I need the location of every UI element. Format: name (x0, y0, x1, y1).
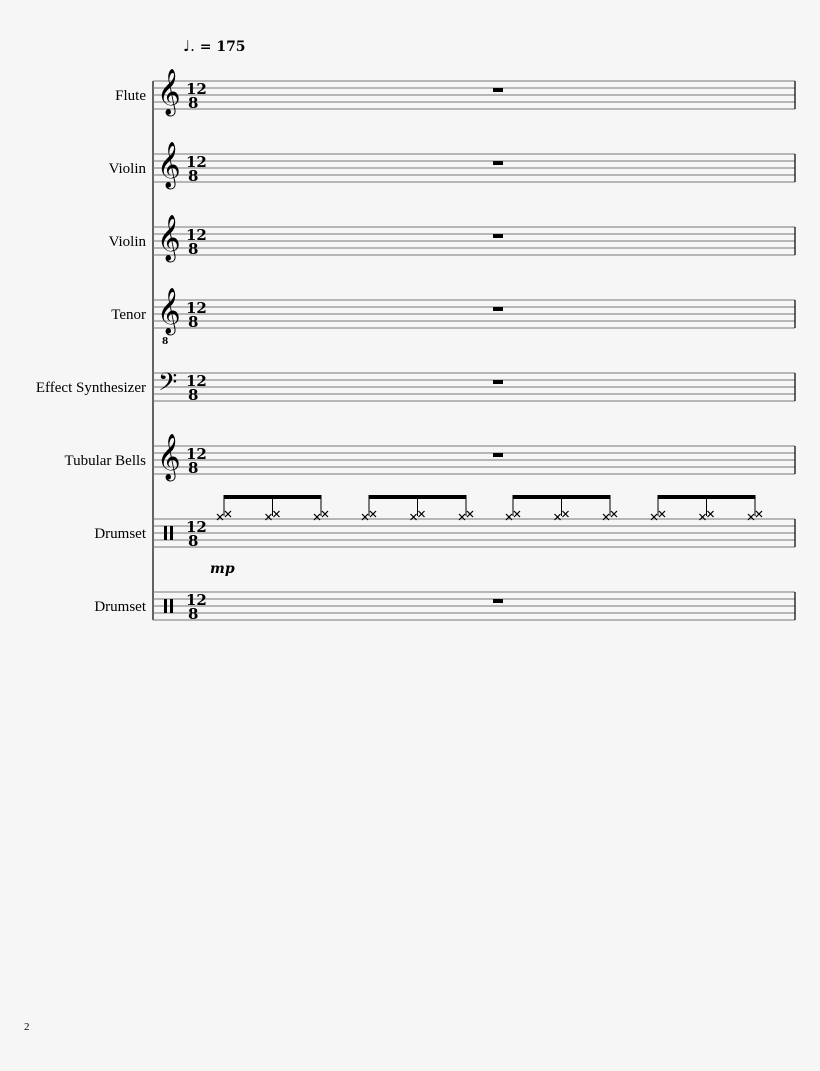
whole-rest (493, 453, 503, 457)
percussion-clef-icon (164, 526, 167, 540)
time-signature-numerator: 12 (186, 591, 207, 609)
staff-7 (153, 495, 795, 550)
time-signature-numerator: 12 (186, 226, 207, 244)
whole-rest (493, 161, 503, 165)
whole-rest (493, 599, 503, 603)
percussion-clef-icon (170, 526, 173, 540)
treble-clef-icon: 𝄞 (157, 142, 181, 188)
whole-rest (493, 307, 503, 311)
time-signature-numerator: 12 (186, 372, 207, 390)
staff-6 (153, 434, 795, 482)
staff-5 (153, 368, 795, 404)
instrument-label-violin-1: Violin (108, 161, 146, 177)
time-signature-denominator: 8 (188, 605, 199, 623)
whole-rest (493, 234, 503, 238)
instrument-label-violin-2: Violin (108, 234, 146, 250)
instrument-label-tenor: Tenor (111, 307, 146, 323)
instrument-label-flute: Flute (115, 88, 146, 104)
instrument-label-tubular-bells: Tubular Bells (64, 453, 146, 469)
whole-rest (493, 88, 503, 92)
instrument-label-drumset-1: Drumset (94, 526, 146, 542)
dynamic-marking: mp (210, 561, 235, 577)
whole-rest (493, 380, 503, 384)
time-signature-denominator: 8 (188, 313, 199, 331)
time-signature-denominator: 8 (188, 532, 199, 550)
octave-mark: 8 (162, 337, 169, 347)
treble-clef-icon: 𝄞 (157, 288, 181, 334)
staff-1 (153, 69, 795, 117)
staff-4 (153, 288, 795, 347)
time-signature-denominator: 8 (188, 240, 199, 258)
time-signature-denominator: 8 (188, 94, 199, 112)
instrument-label-effect-synthesizer: Effect Synthesizer (35, 380, 146, 396)
staff-3 (153, 215, 795, 263)
time-signature-numerator: 12 (186, 299, 207, 317)
time-signature-numerator: 12 (186, 445, 207, 463)
bass-clef-icon: 𝄢 (158, 368, 178, 403)
percussion-clef-icon (170, 599, 173, 613)
time-signature-numerator: 12 (186, 153, 207, 171)
instrument-label-drumset-2: Drumset (94, 599, 146, 615)
time-signature-denominator: 8 (188, 459, 199, 477)
treble-clef-icon: 𝄞 (157, 69, 181, 115)
staff-8 (153, 591, 795, 623)
time-signature-denominator: 8 (188, 386, 199, 404)
treble-clef-icon: 𝄞 (157, 215, 181, 261)
dotted-quarter-note-icon: ♩. (183, 37, 195, 55)
time-signature-numerator: 12 (186, 80, 207, 98)
time-signature-denominator: 8 (188, 167, 199, 185)
page-number: 2 (24, 1021, 30, 1033)
time-signature-numerator: 12 (186, 518, 207, 536)
percussion-clef-icon (164, 599, 167, 613)
tempo-value: = 175 (199, 39, 246, 55)
treble-clef-icon: 𝄞 (157, 434, 181, 480)
staff-2 (153, 142, 795, 190)
